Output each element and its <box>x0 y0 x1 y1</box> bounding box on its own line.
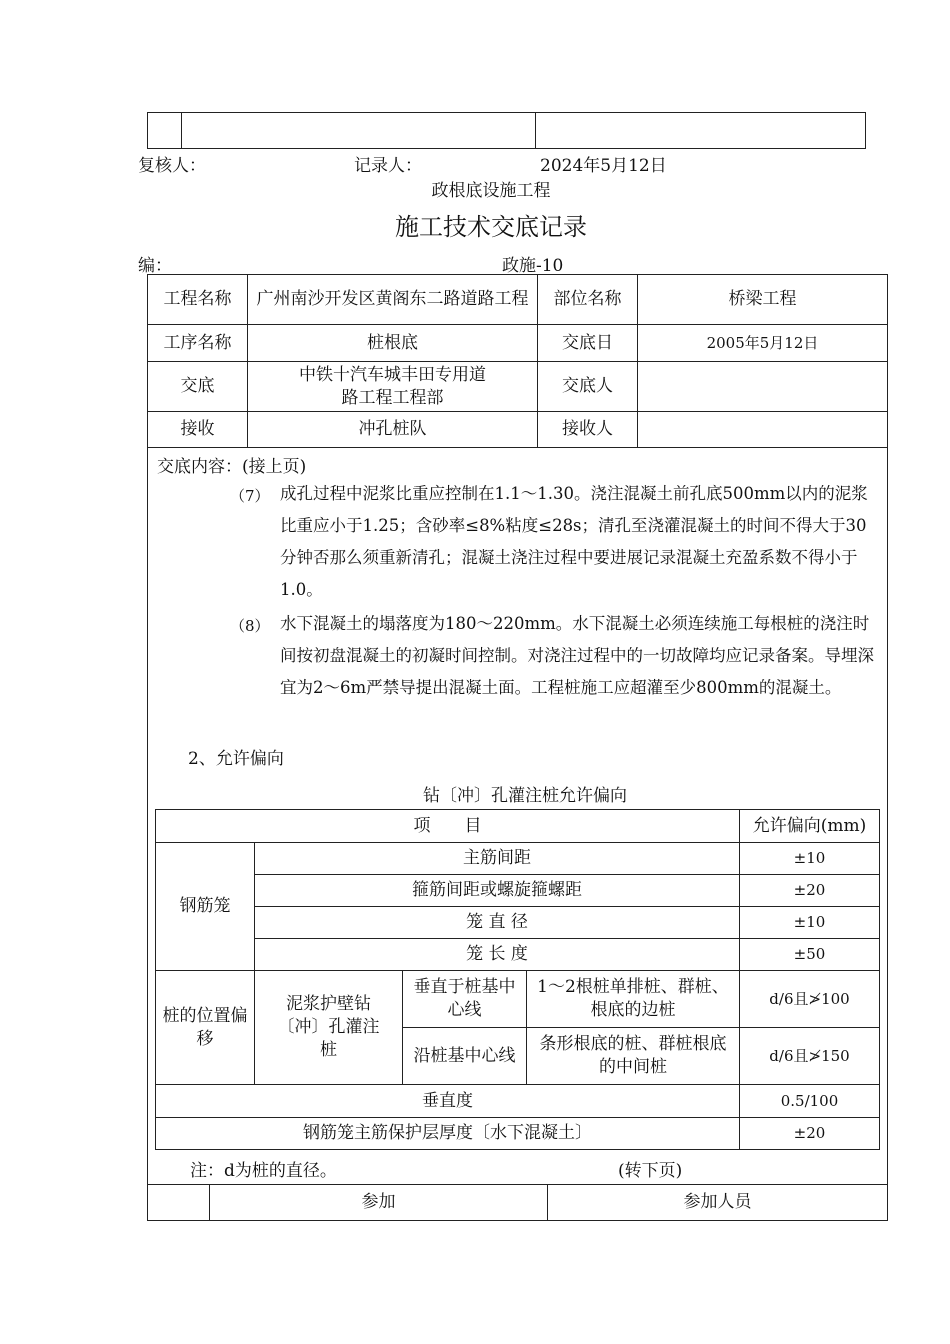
value-process-name: 桩根底 <box>248 325 538 362</box>
cage-row-tol: ±50 <box>740 939 880 971</box>
item-7-number: （7） <box>230 487 270 505</box>
position-label: 桩的位置偏移 <box>156 971 255 1085</box>
cover-tol: ±20 <box>740 1118 880 1150</box>
value-briefer-unit: 中铁十汽车城丰田专用道路工程工程部 <box>248 362 538 412</box>
value-receiver <box>638 412 888 448</box>
doc-title: 施工技术交底记录 <box>395 213 587 241</box>
label-receiver-unit: 接收 <box>148 412 248 448</box>
participants-table <box>147 1184 888 1221</box>
cage-row-tol: ±10 <box>740 843 880 875</box>
cage-row-name: 主筋间距 <box>255 843 740 875</box>
header-tolerance: 允许偏向(mm) <box>740 810 880 843</box>
position-tol: d/6且≯150 <box>740 1028 880 1085</box>
value-briefer <box>638 362 888 412</box>
note-text: 注：d为桩的直径。 <box>190 1161 337 1181</box>
value-receiver-unit: 冲孔桩队 <box>248 412 538 448</box>
label-briefer: 交底人 <box>538 362 638 412</box>
sign-date: 2024年5月12日 <box>540 156 667 176</box>
participants-blank <box>148 1185 210 1221</box>
code-label: 编： <box>138 256 172 276</box>
value-project-name: 广州南沙开发区黄阁东二路道路工程 <box>248 275 538 325</box>
continue-next-page: (转下页) <box>618 1161 683 1181</box>
position-method: 泥浆护壁钻〔冲〕孔灌注桩 <box>255 971 403 1085</box>
section-2-heading: 2、允许偏向 <box>188 749 284 769</box>
content-heading: 交底内容：(接上页) <box>157 457 307 477</box>
top-cell-2 <box>182 113 536 149</box>
top-fragment-table <box>147 112 866 149</box>
item-8-number: （8） <box>230 617 270 635</box>
info-table <box>147 274 888 448</box>
cage-row-name: 箍筋间距或螺旋箍螺距 <box>255 875 740 907</box>
tolerance-table <box>155 809 880 1150</box>
participants-people: 参加人员 <box>548 1185 888 1221</box>
item-8-text: 水下混凝土的塌落度为180～220mm。水下混凝土必须连续施工每根桩的浇注时间按初盘混凝土的初凝时间控制。对浇注过程中的一切故障均应记录备案。导埋深宜为2～6m严禁导提出混凝土面。工程桩施工应超灌至少800mm的混凝土。 <box>280 614 874 697</box>
doc-code: 政施-10 <box>502 256 564 276</box>
cage-label: 钢筋笼 <box>156 843 255 971</box>
participants-unit: 参加 <box>210 1185 548 1221</box>
label-project-name: 工程名称 <box>148 275 248 325</box>
project-subtitle: 政根底设施工程 <box>431 181 551 201</box>
verticality-name: 垂直度 <box>156 1085 740 1118</box>
label-receiver: 接收人 <box>538 412 638 448</box>
header-item: 项 目 <box>156 810 740 843</box>
tolerance-caption: 钻〔冲〕孔灌注桩允许偏向 <box>423 786 627 806</box>
cage-row-name: 笼 直 径 <box>255 907 740 939</box>
position-condition: 1～2根桩单排桩、群桩、根底的边桩 <box>527 971 740 1028</box>
recorder-label: 记录人： <box>354 156 422 176</box>
label-briefing-date: 交底日 <box>538 325 638 362</box>
position-tol: d/6且≯100 <box>740 971 880 1028</box>
cage-row-tol: ±10 <box>740 907 880 939</box>
label-briefer-unit: 交底 <box>148 362 248 412</box>
position-direction: 垂直于桩基中心线 <box>403 971 527 1028</box>
top-cell-1 <box>148 113 182 149</box>
cover-name: 钢筋笼主筋保护层厚度〔水下混凝土〕 <box>156 1118 740 1150</box>
cage-row-name: 笼 长 度 <box>255 939 740 971</box>
label-process-name: 工序名称 <box>148 325 248 362</box>
label-part-name: 部位名称 <box>538 275 638 325</box>
verticality-tol: 0.5/100 <box>740 1085 880 1118</box>
item-7-text: 成孔过程中泥浆比重应控制在1.1～1.30。浇注混凝土前孔底500mm以内的泥浆比重应小于1.25；含砂率≤8%粘度≤28s；清孔至浇灌混凝土的时间不得大于30分钟否那么须重新清孔；混凝土浇注过程中要进展记录混凝土充盈系数不得小于1.0。 <box>280 484 868 599</box>
reviewer-label: 复核人： <box>138 156 206 176</box>
value-briefing-date: 2005年5月12日 <box>638 325 888 362</box>
value-part-name: 桥梁工程 <box>638 275 888 325</box>
position-condition: 条形根底的桩、群桩根底的中间桩 <box>527 1028 740 1085</box>
top-cell-3 <box>536 113 866 149</box>
position-direction: 沿桩基中心线 <box>403 1028 527 1085</box>
cage-row-tol: ±20 <box>740 875 880 907</box>
